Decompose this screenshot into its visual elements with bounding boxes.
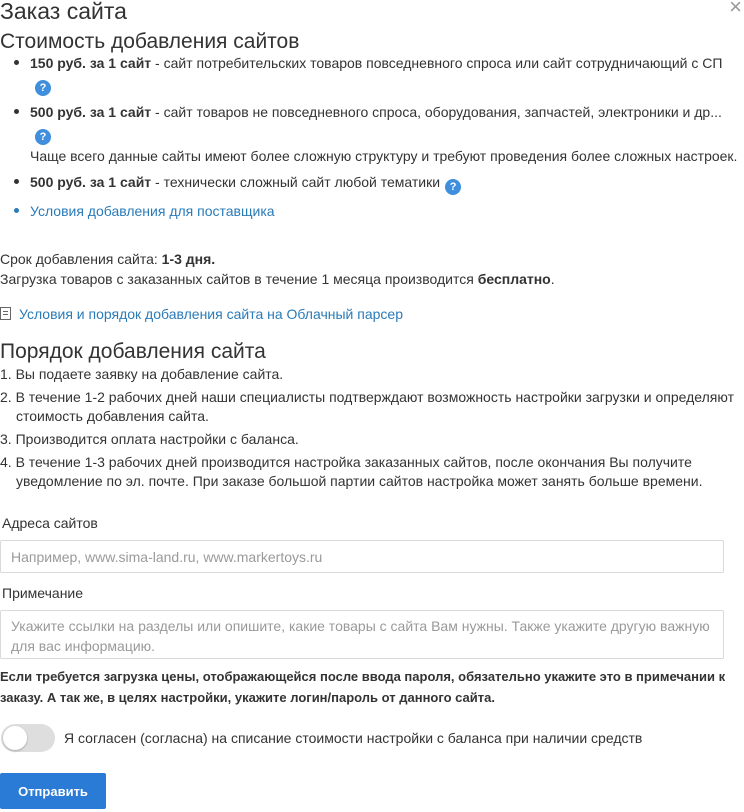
addresses-label: Адреса сайтов xyxy=(2,515,98,531)
close-icon[interactable]: × xyxy=(729,0,742,19)
agree-toggle[interactable] xyxy=(1,724,55,752)
order-step: 3. Производится оплата настройки с баланса. xyxy=(0,431,299,447)
price-description: - сайт товаров не повседневного спроса, оборудования, запчастей, электроники и др... xyxy=(151,104,722,120)
order-step: 2. В течение 1-2 рабочих дней наши специалисты подтверждают возможность настройки загрузки и определяют стоимость добавления сайта. xyxy=(0,389,734,424)
cost-heading: Стоимость добавления сайтов xyxy=(0,30,300,53)
price-value: 500 руб. за 1 сайт xyxy=(30,104,152,120)
free-text: Загрузка товаров с заказанных сайтов в течение 1 месяца производится xyxy=(0,271,478,287)
password-warning: Если требуется загрузка цены, отображающейся после ввода пароля, обязательно укажите это в примечании к заказу. А так же, в целях настройки, укажите логин/пароль от данного сайта. xyxy=(0,669,726,705)
doc-link-row xyxy=(0,304,403,324)
free-end: . xyxy=(550,271,555,287)
conditions-doc-link[interactable]: Условия и порядок добавления сайта на Облачный парсер xyxy=(19,306,403,322)
order-steps xyxy=(0,365,744,495)
price-description: - сайт потребительских товаров повседневного спроса или сайт сотрудничающий с СП xyxy=(151,55,723,71)
agree-label[interactable]: Я согласен (согласна) на списание стоимости настройки с баланса при наличии средств xyxy=(64,730,643,746)
order-step: 1. Вы подаете заявку на добавление сайта. xyxy=(0,366,284,382)
free-upload-line xyxy=(0,269,555,289)
document-icon xyxy=(0,307,11,320)
free-bold: бесплатно xyxy=(477,271,551,287)
term-label: Срок добавления сайта: xyxy=(0,251,162,267)
price-note: Чаще всего данные сайты имеют более сложную структуру и требуют проведения более сложных настроек. xyxy=(30,148,738,164)
note-textarea[interactable] xyxy=(0,610,724,659)
price-description: - технически сложный сайт любой тематики xyxy=(151,174,441,190)
supplier-conditions-link[interactable]: Условия добавления для поставщика xyxy=(30,203,275,219)
help-icon[interactable]: ? xyxy=(35,80,51,96)
price-item xyxy=(30,172,738,195)
toggle-knob xyxy=(3,726,27,750)
note-label: Примечание xyxy=(2,585,84,601)
submit-button[interactable]: Отправить xyxy=(0,773,106,809)
dialog-title: Заказ сайта xyxy=(0,0,127,24)
price-item xyxy=(30,102,738,166)
order-heading: Порядок добавления сайта xyxy=(0,340,266,363)
help-icon[interactable]: ? xyxy=(35,129,51,145)
help-icon[interactable]: ? xyxy=(445,179,461,195)
order-step: 4. В течение 1-3 рабочих дней производится настройка заказанных сайтов, после окончания Вы получите уведомление по эл. почте. При заказе большой партии сайтов настройка может занять больше времени. xyxy=(0,454,703,489)
price-item xyxy=(30,201,738,221)
price-value: 150 руб. за 1 сайт xyxy=(30,55,152,71)
price-item xyxy=(30,53,738,96)
term-line xyxy=(0,249,215,269)
price-value: 500 руб. за 1 сайт xyxy=(30,174,152,190)
price-list xyxy=(0,53,738,227)
term-value: 1-3 дня. xyxy=(161,251,216,267)
addresses-input[interactable] xyxy=(0,540,724,573)
